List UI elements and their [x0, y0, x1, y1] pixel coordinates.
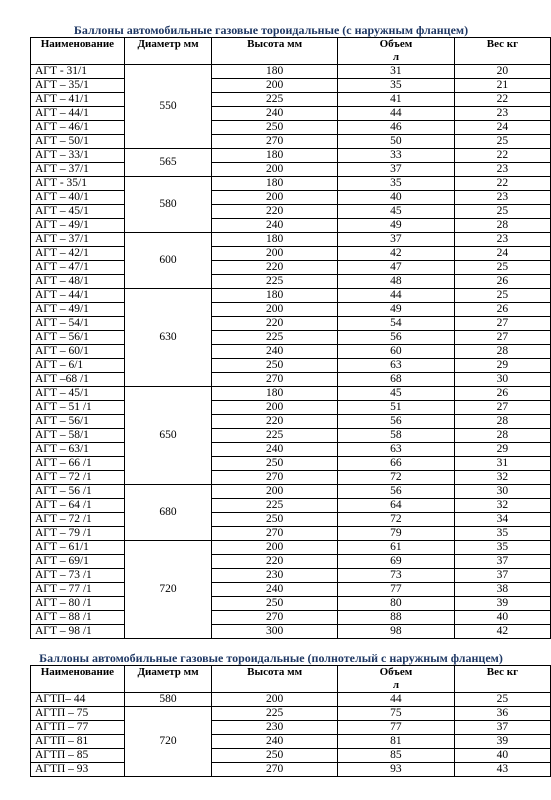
- cylinders-solid-table: [30, 665, 551, 777]
- cell-height: 220: [212, 261, 338, 275]
- cell-name: АГТ – 41/1: [31, 93, 125, 107]
- cell-volume: 81: [337, 735, 454, 749]
- cell-diameter: 680: [124, 485, 211, 541]
- cell-volume: 66: [337, 457, 454, 471]
- cell-weight: 24: [454, 247, 550, 261]
- cell-height: 200: [212, 163, 338, 177]
- cell-name: АГТ – 42/1: [31, 247, 125, 261]
- cell-volume: 46: [337, 121, 454, 135]
- cell-weight: 42: [454, 625, 550, 639]
- header-diameter: Диаметр мм: [124, 666, 211, 693]
- cell-weight: 28: [454, 415, 550, 429]
- cell-height: 270: [212, 611, 338, 625]
- table-row: [31, 401, 551, 415]
- cell-name: АГТ – 47/1: [31, 261, 125, 275]
- cell-weight: 25: [454, 289, 550, 303]
- cell-volume: 72: [337, 513, 454, 527]
- header-diameter: Диаметр мм: [124, 38, 211, 65]
- cell-weight: 22: [454, 93, 550, 107]
- cell-volume: 63: [337, 443, 454, 457]
- cell-volume: 37: [337, 233, 454, 247]
- table-row: [31, 79, 551, 93]
- cell-height: 250: [212, 121, 338, 135]
- cell-name: АГТ – 61/1: [31, 541, 125, 555]
- cell-height: 250: [212, 749, 338, 763]
- cell-height: 180: [212, 289, 338, 303]
- cell-volume: 41: [337, 93, 454, 107]
- cell-volume: 56: [337, 485, 454, 499]
- cell-height: 220: [212, 555, 338, 569]
- table-row: [31, 373, 551, 387]
- cell-name: АГТ – 58/1: [31, 429, 125, 443]
- cell-height: 180: [212, 177, 338, 191]
- cell-weight: 32: [454, 471, 550, 485]
- cell-height: 240: [212, 735, 338, 749]
- cell-volume: 58: [337, 429, 454, 443]
- cell-volume: 93: [337, 763, 454, 777]
- cell-weight: 31: [454, 457, 550, 471]
- cell-weight: 25: [454, 693, 550, 707]
- header-weight: Вес кг: [454, 666, 550, 693]
- cell-diameter: 550: [124, 65, 211, 149]
- table-row: [31, 527, 551, 541]
- cell-name: АГТП – 85: [31, 749, 125, 763]
- cell-name: АГТ – 45/1: [31, 387, 125, 401]
- table-row: [31, 611, 551, 625]
- cell-name: АГТ – 35/1: [31, 79, 125, 93]
- header-volume-line2: л: [392, 679, 399, 691]
- table-row: [31, 415, 551, 429]
- table-row: [31, 65, 551, 79]
- cell-weight: 25: [454, 261, 550, 275]
- cell-weight: 28: [454, 219, 550, 233]
- cell-name: АГТ – 72 /1: [31, 513, 125, 527]
- cell-height: 230: [212, 721, 338, 735]
- cell-height: 240: [212, 443, 338, 457]
- cell-height: 250: [212, 457, 338, 471]
- cell-volume: 64: [337, 499, 454, 513]
- cell-height: 250: [212, 597, 338, 611]
- table-row: [31, 205, 551, 219]
- cell-weight: 30: [454, 373, 550, 387]
- cell-volume: 80: [337, 597, 454, 611]
- table-row: [31, 387, 551, 401]
- table-row: [31, 247, 551, 261]
- cell-diameter: 580: [124, 693, 211, 707]
- table-row: [31, 555, 551, 569]
- cell-volume: 35: [337, 79, 454, 93]
- cell-diameter: 720: [124, 707, 211, 777]
- cell-weight: 26: [454, 275, 550, 289]
- cell-volume: 85: [337, 749, 454, 763]
- cell-name: АГТ – 56/1: [31, 415, 125, 429]
- table-row: [31, 707, 551, 721]
- cell-height: 240: [212, 583, 338, 597]
- cell-height: 200: [212, 247, 338, 261]
- cell-volume: 47: [337, 261, 454, 275]
- table-row: [31, 219, 551, 233]
- cell-volume: 68: [337, 373, 454, 387]
- cell-weight: 25: [454, 135, 550, 149]
- cell-name: АГТ – 45/1: [31, 205, 125, 219]
- cell-weight: 35: [454, 527, 550, 541]
- cell-weight: 25: [454, 205, 550, 219]
- cell-name: АГТ – 80 /1: [31, 597, 125, 611]
- cell-name: АГТ – 49/1: [31, 219, 125, 233]
- cell-volume: 45: [337, 387, 454, 401]
- table-row: [31, 303, 551, 317]
- cell-height: 270: [212, 471, 338, 485]
- cell-weight: 20: [454, 65, 550, 79]
- cell-volume: 33: [337, 149, 454, 163]
- cell-weight: 27: [454, 401, 550, 415]
- cell-weight: 29: [454, 443, 550, 457]
- cell-name: АГТП – 75: [31, 707, 125, 721]
- cell-height: 220: [212, 415, 338, 429]
- cell-name: АГТ – 64 /1: [31, 499, 125, 513]
- table-row: [31, 763, 551, 777]
- cell-volume: 49: [337, 303, 454, 317]
- cell-name: АГТ – 46/1: [31, 121, 125, 135]
- cell-name: АГТ – 72 /1: [31, 471, 125, 485]
- cell-volume: 63: [337, 359, 454, 373]
- cell-name: АГТ - 35/1: [31, 177, 125, 191]
- cell-volume: 98: [337, 625, 454, 639]
- cell-volume: 88: [337, 611, 454, 625]
- cell-volume: 50: [337, 135, 454, 149]
- cell-height: 225: [212, 707, 338, 721]
- cell-height: 250: [212, 513, 338, 527]
- table-row: [31, 693, 551, 707]
- cell-weight: 23: [454, 191, 550, 205]
- cell-name: АГТП– 44: [31, 693, 125, 707]
- cell-volume: 51: [337, 401, 454, 415]
- cell-volume: 42: [337, 247, 454, 261]
- table-row: [31, 721, 551, 735]
- table-row: [31, 569, 551, 583]
- cell-weight: 27: [454, 331, 550, 345]
- cell-name: АГТ – 66 /1: [31, 457, 125, 471]
- table-row: [31, 177, 551, 191]
- cell-height: 180: [212, 65, 338, 79]
- cell-weight: 23: [454, 233, 550, 247]
- cell-height: 200: [212, 485, 338, 499]
- table-row: [31, 513, 551, 527]
- cell-name: АГТ –68 /1: [31, 373, 125, 387]
- cell-volume: 35: [337, 177, 454, 191]
- cell-name: АГТ – 6/1: [31, 359, 125, 373]
- table-row: [31, 541, 551, 555]
- cell-weight: 23: [454, 163, 550, 177]
- cell-weight: 39: [454, 597, 550, 611]
- cell-height: 270: [212, 373, 338, 387]
- cell-height: 180: [212, 387, 338, 401]
- header-volume-line2: л: [392, 51, 399, 63]
- table-row: [31, 191, 551, 205]
- cell-weight: 26: [454, 303, 550, 317]
- table-body: [31, 65, 551, 639]
- cell-weight: 37: [454, 721, 550, 735]
- table-row: [31, 359, 551, 373]
- cell-weight: 26: [454, 387, 550, 401]
- cell-name: АГТ – 98 /1: [31, 625, 125, 639]
- cell-volume: 31: [337, 65, 454, 79]
- cell-weight: 22: [454, 177, 550, 191]
- table-row: [31, 135, 551, 149]
- cell-volume: 44: [337, 693, 454, 707]
- header-weight: Вес кг: [454, 38, 550, 65]
- cell-weight: 40: [454, 749, 550, 763]
- cell-height: 230: [212, 569, 338, 583]
- cell-name: АГТ – 49/1: [31, 303, 125, 317]
- cell-name: АГТ – 69/1: [31, 555, 125, 569]
- cell-height: 225: [212, 429, 338, 443]
- cell-name: АГТ – 56 /1: [31, 485, 125, 499]
- cell-name: АГТ – 77 /1: [31, 583, 125, 597]
- table-row: [31, 289, 551, 303]
- cell-name: АГТ – 48/1: [31, 275, 125, 289]
- table-row: [31, 749, 551, 763]
- header-height: Высота мм: [212, 38, 338, 65]
- cell-name: АГТ – 50/1: [31, 135, 125, 149]
- cell-weight: 34: [454, 513, 550, 527]
- cell-volume: 48: [337, 275, 454, 289]
- cell-diameter: 650: [124, 387, 211, 485]
- table-row: [31, 485, 551, 499]
- table-row: [31, 583, 551, 597]
- cell-volume: 54: [337, 317, 454, 331]
- cell-name: АГТ – 79 /1: [31, 527, 125, 541]
- cell-height: 225: [212, 499, 338, 513]
- cell-weight: 38: [454, 583, 550, 597]
- table-body: [31, 693, 551, 777]
- cell-name: АГТ – 44/1: [31, 107, 125, 121]
- cell-volume: 44: [337, 107, 454, 121]
- table-row: [31, 429, 551, 443]
- cell-weight: 40: [454, 611, 550, 625]
- table-row: [31, 275, 551, 289]
- cell-volume: 73: [337, 569, 454, 583]
- cell-volume: 69: [337, 555, 454, 569]
- header-volume-line1: Объем: [379, 38, 413, 50]
- cell-weight: 30: [454, 485, 550, 499]
- table-row: [31, 149, 551, 163]
- table-row: [31, 107, 551, 121]
- cell-volume: 45: [337, 205, 454, 219]
- cell-name: АГТ – 44/1: [31, 289, 125, 303]
- cell-diameter: 630: [124, 289, 211, 387]
- cell-volume: 77: [337, 583, 454, 597]
- cell-height: 200: [212, 693, 338, 707]
- cell-weight: 43: [454, 763, 550, 777]
- cell-volume: 49: [337, 219, 454, 233]
- cell-name: АГТ – 60/1: [31, 345, 125, 359]
- cell-height: 300: [212, 625, 338, 639]
- cell-height: 200: [212, 401, 338, 415]
- cell-diameter: 565: [124, 149, 211, 177]
- cell-weight: 29: [454, 359, 550, 373]
- cell-name: АГТ – 33/1: [31, 149, 125, 163]
- cell-height: 180: [212, 149, 338, 163]
- cell-height: 200: [212, 303, 338, 317]
- cell-volume: 56: [337, 415, 454, 429]
- cell-height: 220: [212, 205, 338, 219]
- table-row: [31, 735, 551, 749]
- header-volume: [337, 666, 454, 693]
- cell-volume: 77: [337, 721, 454, 735]
- cell-height: 225: [212, 93, 338, 107]
- cell-name: АГТП – 81: [31, 735, 125, 749]
- cell-volume: 37: [337, 163, 454, 177]
- cell-weight: 22: [454, 149, 550, 163]
- table-row: [31, 233, 551, 247]
- cell-volume: 40: [337, 191, 454, 205]
- header-height: Высота мм: [212, 666, 338, 693]
- cell-height: 180: [212, 233, 338, 247]
- cell-height: 225: [212, 275, 338, 289]
- cell-weight: 28: [454, 345, 550, 359]
- table-row: [31, 625, 551, 639]
- table2-caption: Баллоны автомобильные газовые тороидальные (полнотелый с наружным фланцем): [39, 651, 503, 665]
- cell-height: 225: [212, 331, 338, 345]
- table-row: [31, 331, 551, 345]
- cell-volume: 44: [337, 289, 454, 303]
- table-header-row: [31, 38, 551, 65]
- header-name: Наименование: [31, 38, 125, 65]
- cell-height: 270: [212, 763, 338, 777]
- cell-name: АГТ – 37/1: [31, 163, 125, 177]
- cell-name: АГТП – 77: [31, 721, 125, 735]
- cell-name: АГТ – 73 /1: [31, 569, 125, 583]
- table-row: [31, 121, 551, 135]
- cell-weight: 35: [454, 541, 550, 555]
- cell-weight: 21: [454, 79, 550, 93]
- cell-name: АГТП – 93: [31, 763, 125, 777]
- cylinders-flange-table: [30, 37, 551, 639]
- table1-caption: Баллоны автомобильные газовые тороидальные (с наружным фланцем): [73, 23, 469, 37]
- cell-height: 240: [212, 219, 338, 233]
- cell-name: АГТ – 54/1: [31, 317, 125, 331]
- cell-height: 220: [212, 317, 338, 331]
- cell-height: 200: [212, 79, 338, 93]
- table-row: [31, 93, 551, 107]
- table-row: [31, 317, 551, 331]
- table-row: [31, 443, 551, 457]
- cell-diameter: 600: [124, 233, 211, 289]
- cell-weight: 32: [454, 499, 550, 513]
- cell-volume: 61: [337, 541, 454, 555]
- table-row: [31, 163, 551, 177]
- cell-height: 270: [212, 527, 338, 541]
- table-row: [31, 597, 551, 611]
- cell-weight: 28: [454, 429, 550, 443]
- table-row: [31, 345, 551, 359]
- cell-volume: 79: [337, 527, 454, 541]
- cell-weight: 36: [454, 707, 550, 721]
- cell-weight: 24: [454, 121, 550, 135]
- cell-diameter: 580: [124, 177, 211, 233]
- cell-volume: 72: [337, 471, 454, 485]
- cell-weight: 37: [454, 555, 550, 569]
- cell-height: 240: [212, 345, 338, 359]
- cell-height: 270: [212, 135, 338, 149]
- header-name: Наименование: [31, 666, 125, 693]
- cell-weight: 39: [454, 735, 550, 749]
- table-row: [31, 457, 551, 471]
- cell-weight: 37: [454, 569, 550, 583]
- cell-name: АГТ – 51 /1: [31, 401, 125, 415]
- table-row: [31, 499, 551, 513]
- cell-diameter: 720: [124, 541, 211, 639]
- header-volume: [337, 38, 454, 65]
- cell-height: 240: [212, 107, 338, 121]
- cell-height: 200: [212, 191, 338, 205]
- cell-name: АГТ – 56/1: [31, 331, 125, 345]
- cell-volume: 56: [337, 331, 454, 345]
- cell-volume: 75: [337, 707, 454, 721]
- cell-name: АГТ – 88 /1: [31, 611, 125, 625]
- table-row: [31, 261, 551, 275]
- cell-name: АГТ – 37/1: [31, 233, 125, 247]
- cell-height: 200: [212, 541, 338, 555]
- cell-weight: 27: [454, 317, 550, 331]
- table-header-row: [31, 666, 551, 693]
- table-row: [31, 471, 551, 485]
- cell-name: АГТ - 31/1: [31, 65, 125, 79]
- cell-height: 250: [212, 359, 338, 373]
- cell-name: АГТ – 40/1: [31, 191, 125, 205]
- cell-name: АГТ – 63/1: [31, 443, 125, 457]
- header-volume-line1: Объем: [379, 666, 413, 678]
- cell-weight: 23: [454, 107, 550, 121]
- cell-volume: 60: [337, 345, 454, 359]
